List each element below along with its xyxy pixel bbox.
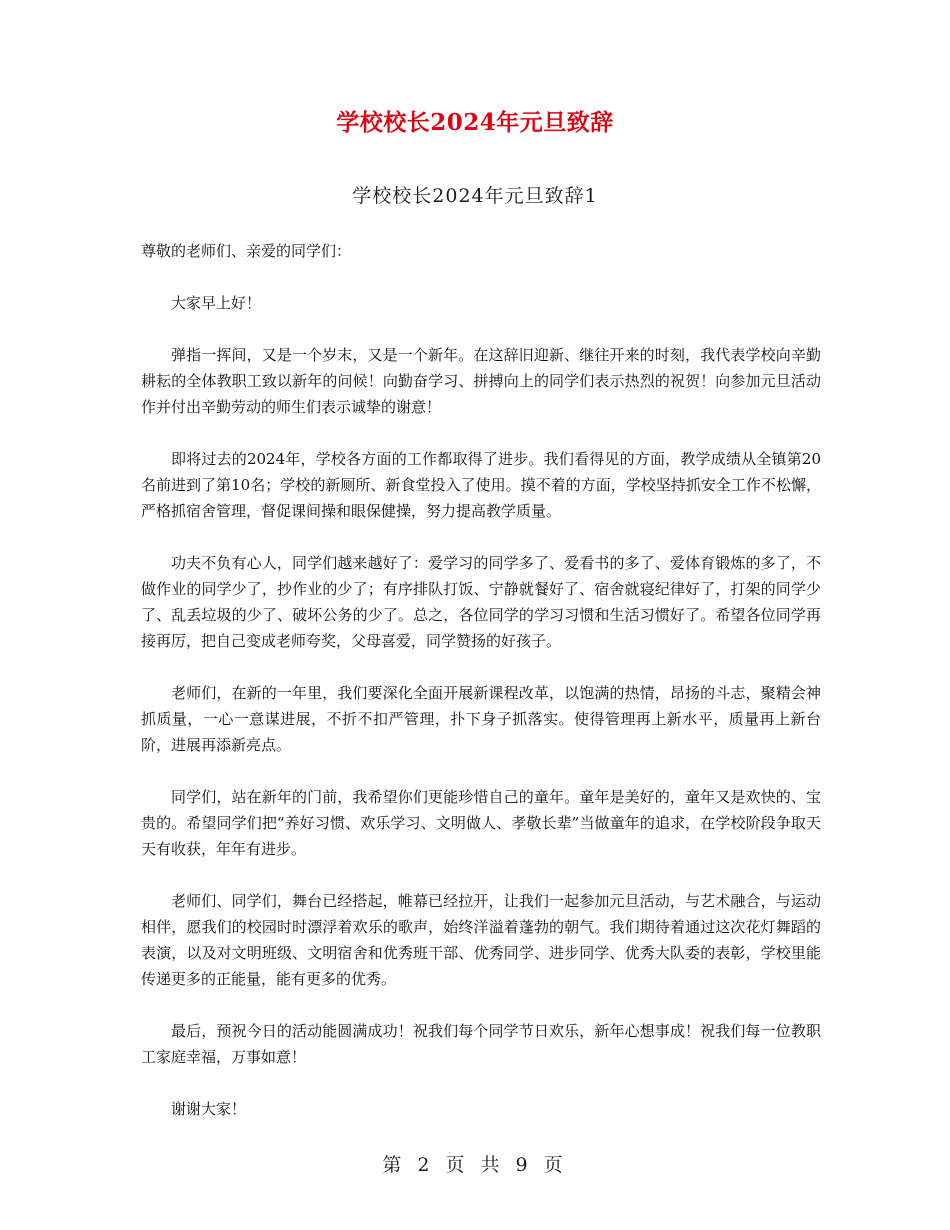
paragraph: 功夫不负有心人，同学们越来越好了：爱学习的同学多了、爱看书的多了、爱体育锻炼的多了，不做作业的同学少了，抄作业的少了；有序排队打饭、宁静就餐好了、宿舍就寝纪律好了，打架的同学少了、乱丢垃圾的少了、破坏公务的少了。总之，各位同学的学习习惯和生活习惯好了。希望各位同学再接再厉，把自己变成老师夸奖，父母喜爱，同学赞扬的好孩子。 xyxy=(141,554,821,650)
paragraph: 即将过去的2024年，学校各方面的工作都取得了进步。我们看得见的方面，教学成绩从全镇第20名前进到了第10名；学校的新厕所、新食堂投入了使用。摸不着的方面，学校坚持抓安全工作不松懈，严格抓宿舍管理，督促课间操和眼保健操，努力提高教学质量。 xyxy=(141,450,821,520)
page-number-footer: 第 2 页 共 9 页 xyxy=(382,1154,568,1176)
document-subtitle: 学校校长2024年元旦致辞1 xyxy=(352,185,598,207)
paragraph: 大家早上好！ xyxy=(171,294,262,312)
paragraph: 老师们，在新的一年里，我们要深化全面开展新课程改革，以饱满的热情，昂扬的斗志，聚精会神抓质量，一心一意谋进展，不折不扣严管理，扑下身子抓落实。使得管理再上新水平，质量再上新台阶，进展再添新亮点。 xyxy=(141,684,821,754)
paragraph: 同学们，站在新年的门前，我希望你们更能珍惜自己的童年。童年是美好的，童年又是欢快的、宝贵的。希望同学们把“养好习惯、欢乐学习、文明做人、孝敬长辈”当做童年的追求，在学校阶段争取天天有收获，年年有进步。 xyxy=(141,788,821,858)
paragraph: 老师们、同学们，舞台已经搭起，帷幕已经拉开，让我们一起参加元旦活动，与艺术融合，与运动相伴，愿我们的校园时时漂浮着欢乐的歌声，始终洋溢着蓬勃的朝气。我们期待着通过这次花灯舞蹈的表演，以及对文明班级、文明宿舍和优秀班干部、优秀同学、进步同学、优秀大队委的表彰，学校里能传递更多的正能量，能有更多的优秀。 xyxy=(141,892,821,988)
paragraph: 最后，预祝今日的活动能圆满成功！祝我们每个同学节日欢乐，新年心想事成！祝我们每一位教职工家庭幸福，万事如意！ xyxy=(141,1022,821,1066)
document-body xyxy=(141,238,821,1148)
paragraph: 谢谢大家！ xyxy=(171,1100,247,1118)
paragraph: 弹指一挥间，又是一个岁末，又是一个新年。在这辞旧迎新、继往开来的时刻，我代表学校向辛勤耕耘的全体教职工致以新年的问候！向勤奋学习、拼搏向上的同学们表示热烈的祝贺！向参加元旦活动作并付出辛勤劳动的师生们表示诚挚的谢意！ xyxy=(141,346,821,416)
document-title: 学校校长2024年元旦致辞 xyxy=(336,109,614,136)
salutation: 尊敬的老师们、亲爱的同学们： xyxy=(141,242,352,260)
